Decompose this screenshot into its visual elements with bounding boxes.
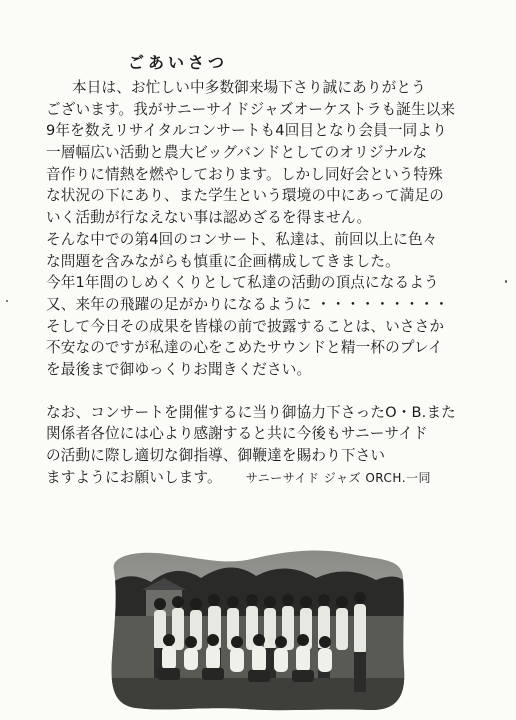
text-line: ございます。我がサニーサイドジャズオーケストラも誕生以来: [46, 100, 456, 118]
paragraph-gap: [46, 381, 508, 402]
text-line: なお、コンサートを開催するに当り御協力下さったO・B.また: [46, 403, 456, 421]
group-photo: [106, 548, 406, 713]
text-line: の活動に際し適切な御指導、御鞭達を賜わり下さい: [46, 447, 386, 464]
text-line: な状況の下にあり、また学生という環境の中にあって満足の: [46, 187, 444, 205]
text-line: 又、来年の飛躍の足がかりになるように ・・・・・・・・・: [46, 295, 449, 313]
text-line: いく活動が行なえない事は認めざるを得ません。: [46, 209, 372, 227]
paper-speck: [505, 280, 507, 283]
group-photo-image: [106, 548, 406, 713]
text-line: そんな中での第4回のコンサート、私達は、前回以上に色々: [46, 230, 438, 248]
text-line: 一層幅広い活動と農大ビッグバンドとしてのオリジナルな: [46, 144, 428, 162]
text-line: 関係者各位には心より感謝すると共に今後もサニーサイド: [46, 425, 428, 443]
text-line: 9年を数えリサイタルコンサートも4回目となり会員一同より: [46, 122, 447, 140]
text-line: 今年1年間のしめくくりとして私達の活動の頂点になるよう: [46, 274, 439, 292]
text-line: 音作りに情熱を燃やしております。しかし同好会という特殊: [46, 165, 443, 183]
page-title: ごあいさつ: [128, 53, 229, 72]
text-line: 本日は、お忙しい中多数御来場下さり誠にありがとう: [72, 79, 426, 96]
paper-speck: [6, 300, 8, 302]
signature: サニーサイド ジャズ ORCH.一同: [245, 470, 432, 485]
text-line: 不安なのですが私達の心をこめたサウンドと精一杯のプレイ: [46, 339, 443, 357]
text-line: を最後まで御ゆっくりお聞きください。: [46, 360, 312, 378]
text-line: [46, 467, 508, 489]
closing-line: ますようにお願いします。: [46, 468, 222, 486]
text-line: な問題を含みながらも慎重に企画構成してきました。: [46, 252, 400, 270]
text-line: そして今日その成果を皆様の前で披露することは、いささか: [46, 317, 445, 335]
greeting-body: [46, 77, 508, 488]
